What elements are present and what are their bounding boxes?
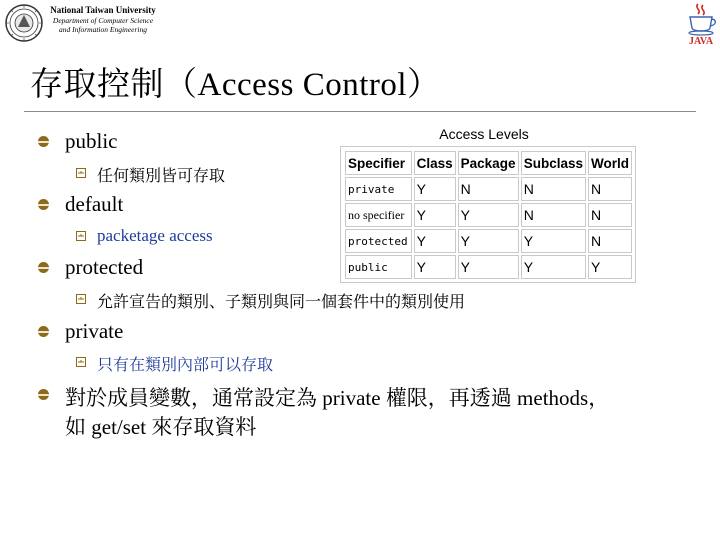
table-cell: Y (588, 255, 632, 279)
table-row (345, 255, 632, 279)
table-cell: Y (458, 229, 519, 253)
department-line-2: and Information Engineering (59, 25, 147, 34)
table-header-row (345, 151, 632, 175)
sub-bullet-default: packetage access (97, 226, 213, 245)
header-package: Package (458, 151, 519, 175)
department-name (0, 16, 206, 34)
header-specifier: Specifier (345, 151, 412, 175)
circle-bullet-icon (38, 199, 50, 211)
square-bullet-icon (76, 231, 86, 241)
circle-bullet-icon (38, 136, 50, 148)
circle-bullet-icon (38, 389, 50, 401)
title-divider (24, 111, 696, 112)
java-coffee-cup-icon (684, 2, 718, 46)
table-cell: N (588, 203, 632, 227)
header-subclass: Subclass (521, 151, 586, 175)
table-cell: Y (521, 255, 586, 279)
table-row (345, 203, 632, 227)
table-cell: N (458, 177, 519, 201)
table-cell: Y (414, 255, 456, 279)
table-cell: Y (458, 203, 519, 227)
table-cell: private (345, 177, 412, 201)
department-line-1: Department of Computer Science (52, 16, 154, 25)
table-cell: public (345, 255, 412, 279)
slide-title: 存取控制（Access Control） (30, 67, 441, 103)
table-cell: N (521, 177, 586, 201)
sub-bullet-private: 只有在類別內部可以存取 (97, 355, 274, 374)
table-cell: N (588, 229, 632, 253)
circle-bullet-icon (38, 326, 50, 338)
access-table-grid (343, 149, 634, 281)
university-name: National Taiwan University (50, 5, 156, 15)
circle-bullet-icon (38, 262, 50, 274)
bullet-member-variables-line1: 對於成員變數，通常設定為 private 權限，再透過 methods， (65, 386, 610, 410)
square-bullet-icon (76, 294, 86, 304)
table-cell: Y (458, 255, 519, 279)
bullet-member-variables-line2: 如 get/set 來存取資料 (65, 415, 257, 439)
table-row (345, 229, 632, 253)
bullet-private: private (65, 319, 124, 343)
table-cell: no specifier (345, 203, 412, 227)
table-cell: N (588, 177, 632, 201)
header-class: Class (414, 151, 456, 175)
access-levels-table (340, 126, 636, 283)
bullet-public: public (65, 129, 118, 153)
square-bullet-icon (76, 357, 86, 367)
table-row (345, 177, 632, 201)
table-cell: Y (414, 229, 456, 253)
bullet-protected: protected (65, 255, 144, 279)
access-table-frame (340, 146, 636, 283)
header-world: World (588, 151, 632, 175)
sub-bullet-public: 任何類別皆可存取 (97, 166, 226, 185)
table-cell: N (521, 203, 586, 227)
square-bullet-icon (76, 168, 86, 178)
table-cell: Y (521, 229, 586, 253)
access-table-title: Access Levels (439, 126, 529, 142)
sub-bullet-protected: 允許宣告的類別、子類別與同一個套件中的類別使用 (97, 292, 466, 311)
table-cell: Y (414, 203, 456, 227)
bullet-default: default (65, 192, 124, 216)
table-cell: protected (345, 229, 412, 253)
svg-text:JAVA: JAVA (688, 36, 714, 46)
table-cell: Y (414, 177, 456, 201)
